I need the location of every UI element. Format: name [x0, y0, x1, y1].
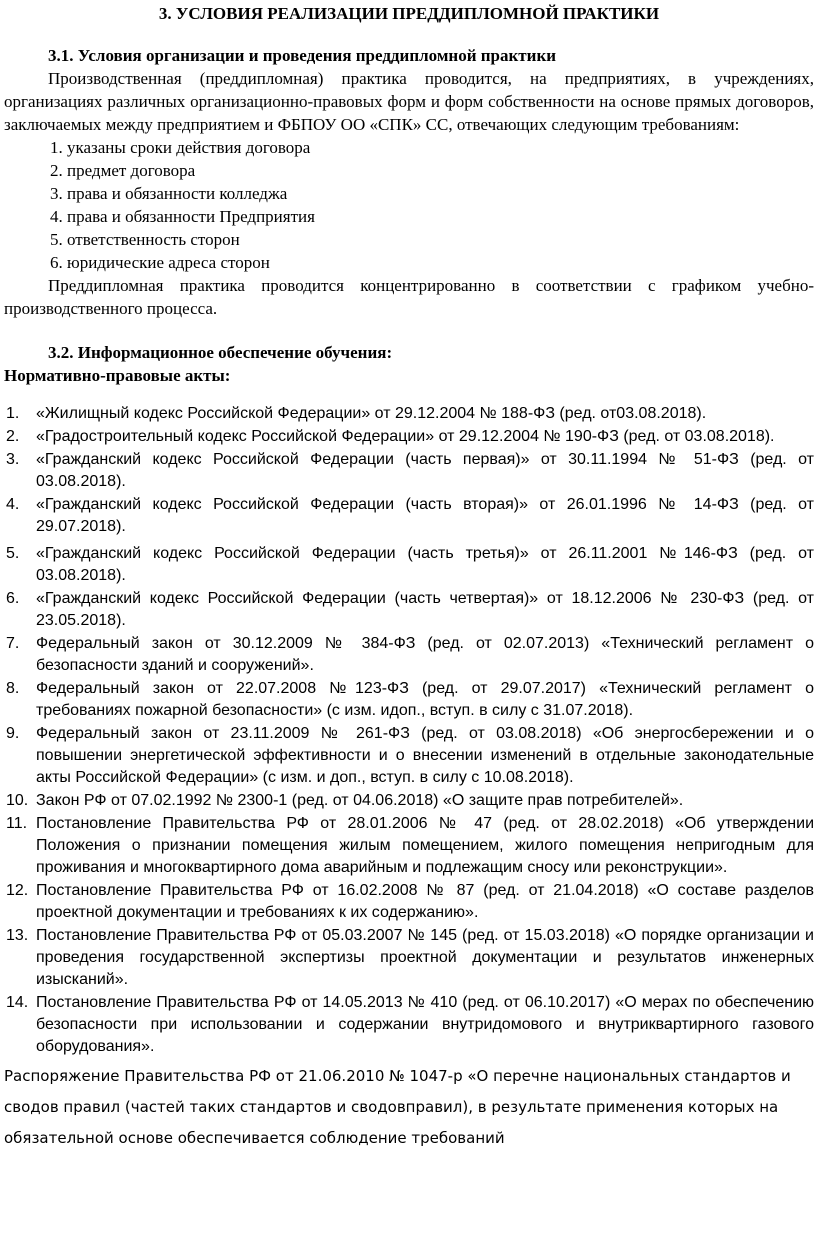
legal-act-item — [4, 992, 814, 1058]
legal-act-item — [4, 925, 814, 991]
item-number: 12. — [6, 882, 29, 899]
item-text: Постановление Правительства РФ от 28.01.2006 № 47 (ред. от 28.02.2018) «Об утверждении Положения о признании помещения жилым помещением, жилого помещения непригодным для проживания и многоквартирного дома аварийным и подлежащим сносу или реконструкции». — [36, 815, 814, 876]
legal-act-item — [4, 426, 814, 448]
requirement-item: 5. ответственность сторон — [50, 230, 240, 249]
item-text: «Гражданский кодекс Российской Федерации (часть четвертая)» от 18.12.2006 № 230-ФЗ (ред. от 23.05.2018). — [36, 590, 814, 629]
section-1-intro: Производственная (преддипломная) практика проводится, на предприятиях, в учреждениях, организациях различных организационно-правовых форм и форм собственности на основе прямых договоров, заключаемых между предприятием и ФБПОУ ОО «СПК» СС, отвечающих следующим требованиям: — [4, 69, 814, 134]
requirements-list — [4, 136, 814, 274]
item-text: Постановление Правительства РФ от 14.05.2013 № 410 (ред. от 06.10.2017) «О мерах по обеспечению безопасности при использовании и содержании внутридомового и внутриквартирного газового оборудования». — [36, 994, 814, 1055]
legal-act-item — [4, 678, 814, 722]
item-number: 9. — [6, 725, 20, 742]
item-number: 11. — [6, 815, 28, 832]
item-text: Федеральный закон от 30.12.2009 № 384-ФЗ (ред. от 02.07.2013) «Технический регламент о безопасности зданий и сооружений». — [36, 635, 814, 674]
legal-act-item — [4, 494, 814, 538]
item-text: Постановление Правительства РФ от 16.02.2008 № 87 (ред. от 21.04.2018) «О составе разделов проектной документации и требованиях к их содержанию». — [36, 882, 814, 921]
section-2-heading: 3.2. Информационное обеспечение обучения: — [48, 343, 393, 362]
item-number: 14. — [6, 994, 29, 1011]
item-text: Закон РФ от 07.02.1992 № 2300-1 (ред. от 04.06.2018) «О защите прав потребителей». — [36, 792, 684, 809]
legal-act-item — [4, 543, 814, 587]
legal-acts-list — [4, 403, 814, 1058]
item-number: 13. — [6, 927, 29, 944]
spacer — [4, 320, 814, 341]
legal-act-item — [4, 880, 814, 924]
legal-act-item — [4, 403, 814, 425]
legal-act-item — [4, 723, 814, 789]
item-number: 7. — [6, 635, 20, 652]
section-1-closing: Преддипломная практика проводится концентрированно в соответствии с графиком учебно-производственного процесса. — [4, 276, 814, 318]
item-text: «Градостроительный кодекс Российской Федерации» от 29.12.2004 № 190-ФЗ (ред. от 03.08.2018). — [36, 428, 775, 445]
item-number: 2. — [6, 428, 20, 445]
item-number: 1. — [6, 405, 20, 422]
section-2-subheading: Нормативно-правовые акты: — [4, 366, 231, 385]
item-text: Федеральный закон от 23.11.2009 № 261-ФЗ (ред. от 03.08.2018) «Об энергосбережении и о повышении энергетической эффективности и о внесении изменений в отдельные законодательные акты Российской Федерации» (с изм. и доп., вступ. в силу с 10.08.2018). — [36, 725, 814, 786]
document-page — [0, 2, 816, 1247]
legal-act-item — [4, 790, 814, 812]
legal-act-item — [4, 633, 814, 677]
spacer — [4, 30, 814, 44]
item-text: «Гражданский кодекс Российской Федерации (часть вторая)» от 26.01.1996 № 14-ФЗ (ред. от 29.07.2018). — [36, 496, 814, 535]
requirement-item: 2. предмет договора — [50, 161, 196, 180]
item-text: Постановление Правительства РФ от 05.03.2007 № 145 (ред. от 15.03.2018) «О порядке организации и проведения государственной экспертизы проектной документации и результатов инженерных изысканий». — [36, 927, 814, 988]
legal-act-item — [4, 449, 814, 493]
legal-act-item — [4, 588, 814, 632]
tail-paragraph: Распоряжение Правительства РФ от 21.06.2010 № 1047-р «О перечне национальных стандартов и сводов правил (частей таких стандартов и сводовправил), в результате применения которых на обязательной основе обеспечивается соблюдение требований — [4, 1067, 791, 1147]
item-number: 3. — [6, 451, 20, 468]
item-number: 6. — [6, 590, 20, 607]
item-number: 4. — [6, 496, 20, 513]
item-text: Федеральный закон от 22.07.2008 №123-ФЗ (ред. от 29.07.2017) «Технический регламент о требованиях пожарной безопасности» (с изм. идоп., вступ. в силу с 31.07.2018). — [36, 680, 814, 719]
page-title: 3. УСЛОВИЯ РЕАЛИЗАЦИИ ПРЕДДИПЛОМНОЙ ПРАКТИКИ — [158, 4, 660, 23]
item-text: «Жилищный кодекс Российской Федерации» от 29.12.2004 № 188-ФЗ (ред. от03.08.2018). — [36, 405, 707, 422]
item-number: 8. — [6, 680, 20, 697]
item-number: 5. — [6, 545, 20, 562]
requirement-item: 4. права и обязанности Предприятия — [50, 207, 315, 226]
requirement-item: 1. указаны сроки действия договора — [50, 138, 311, 157]
section-1-heading: 3.1. Условия организации и проведения преддипломной практики — [48, 46, 557, 65]
item-text: «Гражданский кодекс Российской Федерации (часть первая)» от 30.11.1994 № 51-ФЗ (ред. от 03.08.2018). — [36, 451, 814, 490]
requirement-item: 6. юридические адреса сторон — [50, 253, 270, 272]
item-text: «Гражданский кодекс Российской Федерации (часть третья)» от 26.11.2001 №146-ФЗ (ред. от 03.08.2018). — [36, 545, 814, 584]
item-number: 10. — [6, 792, 29, 809]
requirement-item: 3. права и обязанности колледжа — [50, 184, 288, 203]
legal-act-item — [4, 813, 814, 879]
